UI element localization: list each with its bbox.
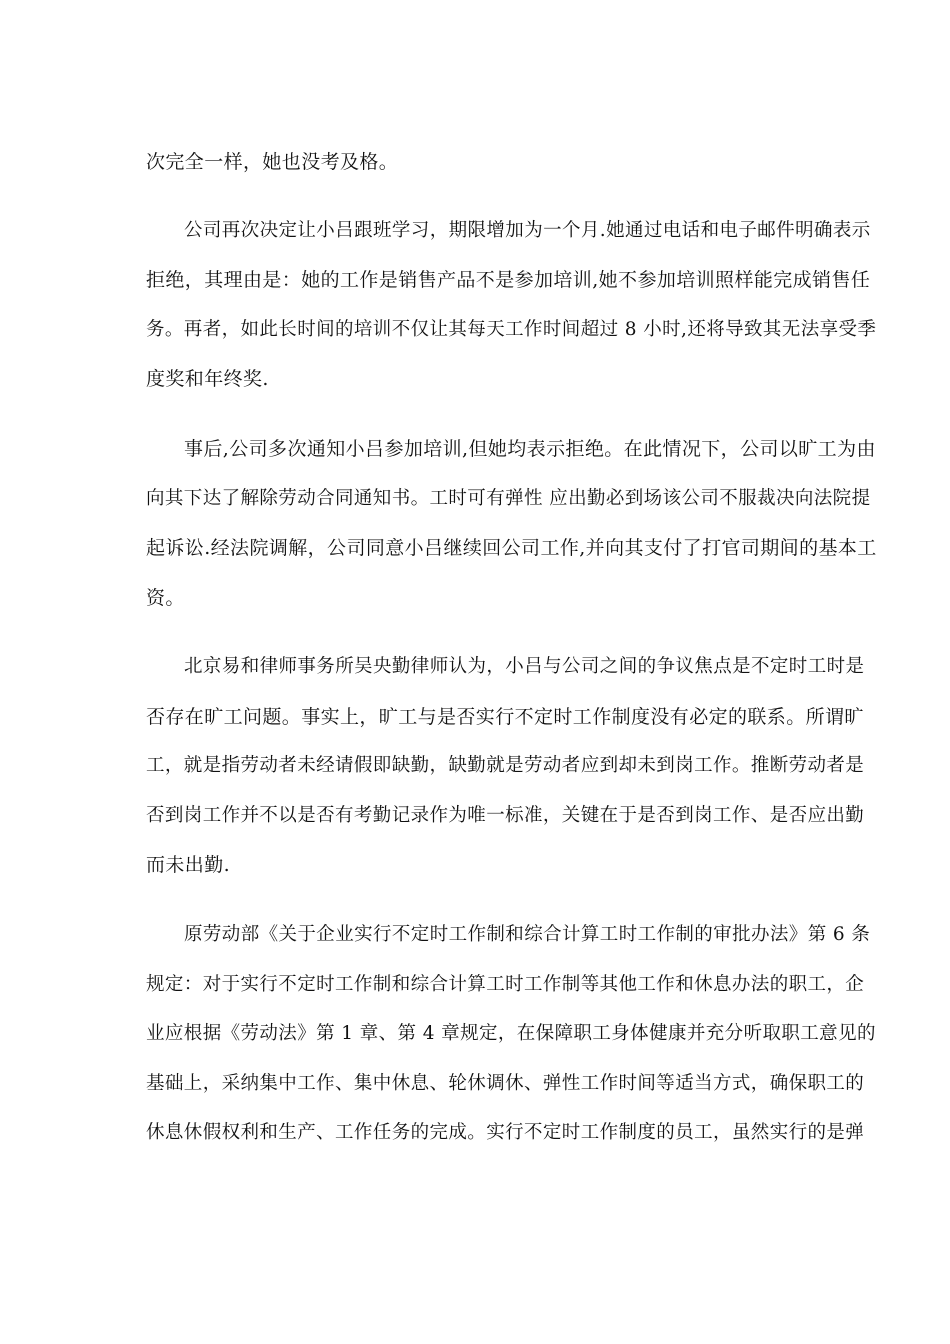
paragraph-first-line: 公司再次决定让小吕跟班学习，期限增加为一个月.她通过电话和电子邮件明确表示 (184, 220, 871, 241)
text-line: 工，就是指劳动者未经请假即缺勤，缺勤就是劳动者应到却未到岗工作。推断劳动者是 (146, 755, 865, 776)
text-line: 度奖和年终奖. (146, 368, 269, 390)
text-line: 起诉讼.经法院调解，公司同意小吕继续回公司工作,并向其支付了打官司期间的基本工 (146, 537, 877, 559)
text-line: 规定：对于实行不定时工作制和综合计算工时工作制等其他工作和休息办法的职工，企 (146, 974, 865, 995)
text-line: 次完全一样，她也没考及格。 (146, 151, 399, 173)
text-line: 务。再者，如此长时间的培训不仅让其每天工作时间超过 8 小时,还将导致其无法享受季 (146, 319, 877, 340)
paragraph-first-line: 北京易和律师事务所吴央勤律师认为，小吕与公司之间的争议焦点是不定时工时是 (184, 656, 865, 677)
text-line: 否到岗工作并不以是否有考勤记录作为唯一标准，关键在于是否到岗工作、是否应出勤 (146, 805, 865, 826)
text-line: 基础上，采纳集中工作、集中休息、轮休调休、弹性工作时间等适当方式，确保职工的 (146, 1073, 865, 1094)
text-line: 业应根据《劳动法》第 1 章、第 4 章规定，在保障职工身体健康并充分听取职工意见的 (146, 1023, 876, 1044)
paragraph-first-line: 事后,公司多次通知小吕参加培训,但她均表示拒绝。在此情况下，公司以旷工为由 (184, 438, 876, 460)
text-line: 资。 (146, 587, 185, 609)
paragraph-first-line: 原劳动部《关于企业实行不定时工作制和综合计算工时工作制的审批办法》第 6 条 (184, 924, 871, 945)
text-line: 而未出勤. (146, 854, 231, 876)
text-line: 拒绝，其理由是：她的工作是销售产品不是参加培训,她不参加培训照样能完成销售任 (146, 269, 871, 291)
text-line: 休息休假权利和生产、工作任务的完成。实行不定时工作制度的员工，虽然实行的是弹 (146, 1122, 865, 1143)
text-line: 否存在旷工问题。事实上，旷工与是否实行不定时工作制度没有必定的联系。所谓旷 (146, 706, 864, 728)
text-line: 向其下达了解除劳动合同通知书。工时可有弹性 应出勤必到场该公司不服裁决向法院提 (146, 488, 871, 509)
